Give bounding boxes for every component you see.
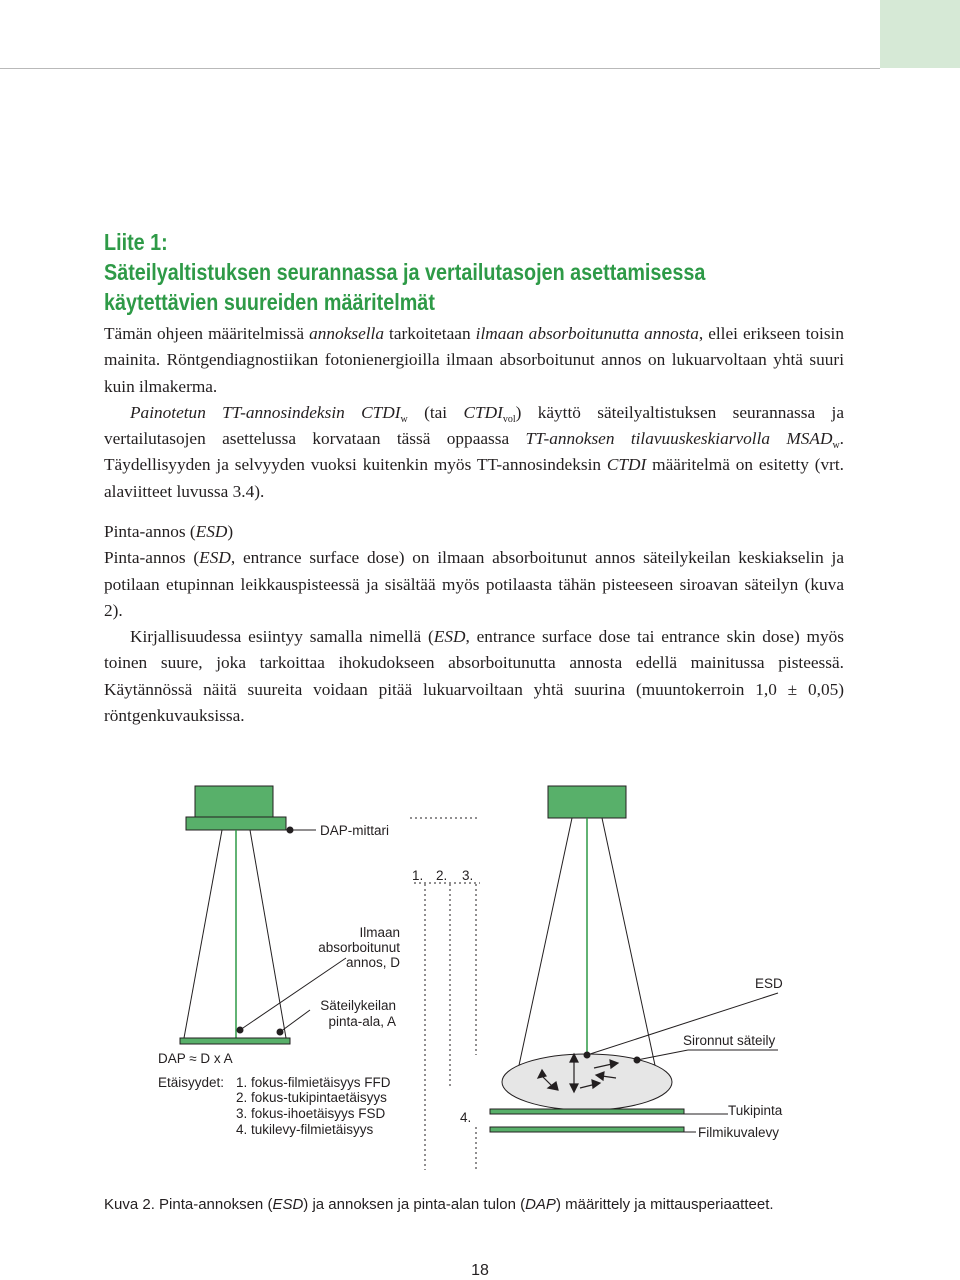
text-run: tarkoitetaan [384,324,476,343]
area-leader-dot [277,1029,284,1036]
text-run: Kirjallisuudessa esiintyy samalla nimellä ( [130,627,434,647]
text-run: ) määrittely ja mittausperiaatteet. [555,1196,774,1213]
distance-mark-3: 3. [462,868,474,883]
beam-area-label-2: pinta-ala, A [328,1014,396,1029]
esd-section-title [104,519,844,545]
page-number: 18 [471,1262,489,1279]
air-dose-label-3: annos, D [345,955,400,970]
text-run: määritelmä on esitetty (vrt. alaviitteet luvussa 3.4). [104,455,844,501]
emphasis: Painotetun TT-annosindeksin CTDI [130,402,401,422]
film-label: Filmikuvalevy [698,1125,780,1140]
heading-line-1: Liite 1: [104,229,168,255]
intro-section [104,321,844,505]
heading-line-3: käytettävien suureiden määritelmät [104,289,435,315]
support-surface [490,1109,684,1114]
emphasis: DAP [525,1196,556,1213]
appendix-heading [104,227,758,317]
figure-dap-esd-diagram [150,780,800,1180]
dap-meter-label: DAP-mittari [320,823,390,838]
emphasis: CTDI [606,455,647,475]
air-dose-leader-dot [237,1027,244,1034]
right-beam-edge-right [602,818,656,1070]
text-run: Kuva 2. Pinta-annoksen ( [104,1196,273,1213]
esd-label: ESD [755,976,783,991]
subscript: w [400,413,408,425]
text-run: Pinta-annos ( [104,548,200,568]
text-run: ) ja annoksen ja pinta-alan tulon ( [303,1196,526,1213]
esd-section [104,519,844,729]
esd-paragraph-1 [104,545,844,624]
text-run: , entrance surface dose tai entrance skin dose) myös toinen suure, joka tarkoittaa ihokudokseen absorboitunutta annosta edellä mainitussa pisteessä. Käytännössä näitä suureita voidaan pitää lukuarvoiltaan yhtä suurina (muuntokerroin 1,0 ± 0,05) röntgenkuvauksissa. [104,627,844,726]
left-beam-edge-left [184,830,222,1038]
esd-paragraph-2 [104,624,844,729]
distance-2: 2. fokus-tukipintaetäisyys [236,1090,387,1105]
emphasis: ESD [199,548,231,568]
scatter-leader-dot [634,1057,641,1064]
corner-tab [880,0,960,68]
subscript: w [832,440,840,452]
distance-mark-1: 1. [412,868,424,883]
distance-mark-2: 2. [436,868,448,883]
text-run: ) käyttö säteilyaltistuksen seurannassa ja vertailutasojen asettelussa korvataan tässä oppaassa [104,402,844,449]
dap-leader-dot [287,827,294,834]
air-dose-label-2: absorboitunut [318,940,400,955]
text-run: . Täydellisyyden ja selvyyden vuoksi kuitenkin myös TT-annosindeksin [104,429,844,475]
right-xray-tube [548,786,626,818]
intro-paragraph-2 [104,400,844,505]
left-xray-tube [195,786,273,817]
dap-meter-chamber [186,817,286,830]
beam-area-label-1: Säteilykeilan [320,998,396,1013]
scatter-label: Sironnut säteily [683,1033,776,1048]
emphasis: annoksella [309,324,384,343]
text-run: , ellei erikseen toisin mainita. Röntgendiagnostiikan fotonienergioilla ilmaan absorboitunut annos on lukuarvoltaan yhtä suuri kuin ilmakerma. [104,324,845,396]
distance-1: 1. fokus-filmietäisyys FFD [236,1075,391,1090]
text-run: (tai [407,402,464,422]
text-run: Tämän ohjeen määritelmissä [104,324,310,343]
subscript: vol [502,413,516,425]
diagram-svg [150,780,800,1180]
emphasis: ESD [272,1196,304,1213]
emphasis: ilmaan absorboitunutta annosta [475,324,699,343]
right-beam-edge-left [518,818,572,1070]
intro-paragraph-1 [104,321,844,400]
header-rule [0,68,880,69]
emphasis: ESD [195,522,228,541]
text-run: Pinta-annos ( [104,522,196,541]
left-beam-edge-right [250,830,286,1038]
area-leader [280,1010,310,1032]
film-cassette [490,1127,684,1132]
dap-formula: DAP ≈ D x A [158,1051,233,1066]
air-dose-label-1: Ilmaan [359,925,400,940]
emphasis: ESD [433,627,466,647]
scatter-leader [637,1050,688,1060]
distance-3: 3. fokus-ihoetäisyys FSD [236,1106,386,1121]
emphasis: TT-annoksen tilavuuskeskiarvolla MSAD [525,429,833,449]
patient-body [502,1054,672,1110]
distance-4: 4. tukilevy-filmietäisyys [236,1122,374,1137]
support-label: Tukipinta [728,1103,783,1118]
heading-line-2: Säteilyaltistuksen seurannassa ja vertailutasojen asettamisessa [104,259,706,285]
text-run: , entrance surface dose) on ilmaan absorboitunut annos säteilykeilan keskiakselin ja potilaan etupinnan leikkauspisteessä ja sisältää myös potilaasta tähän pisteeseen siroavan säteilyn (kuva 2). [104,548,845,620]
distance-mark-4: 4. [460,1110,472,1125]
distances-label: Etäisyydet: [158,1075,225,1090]
figure-caption [104,1195,864,1215]
emphasis: CTDI [463,402,503,422]
left-detector-plate [180,1038,290,1044]
text-run: ) [227,522,234,541]
